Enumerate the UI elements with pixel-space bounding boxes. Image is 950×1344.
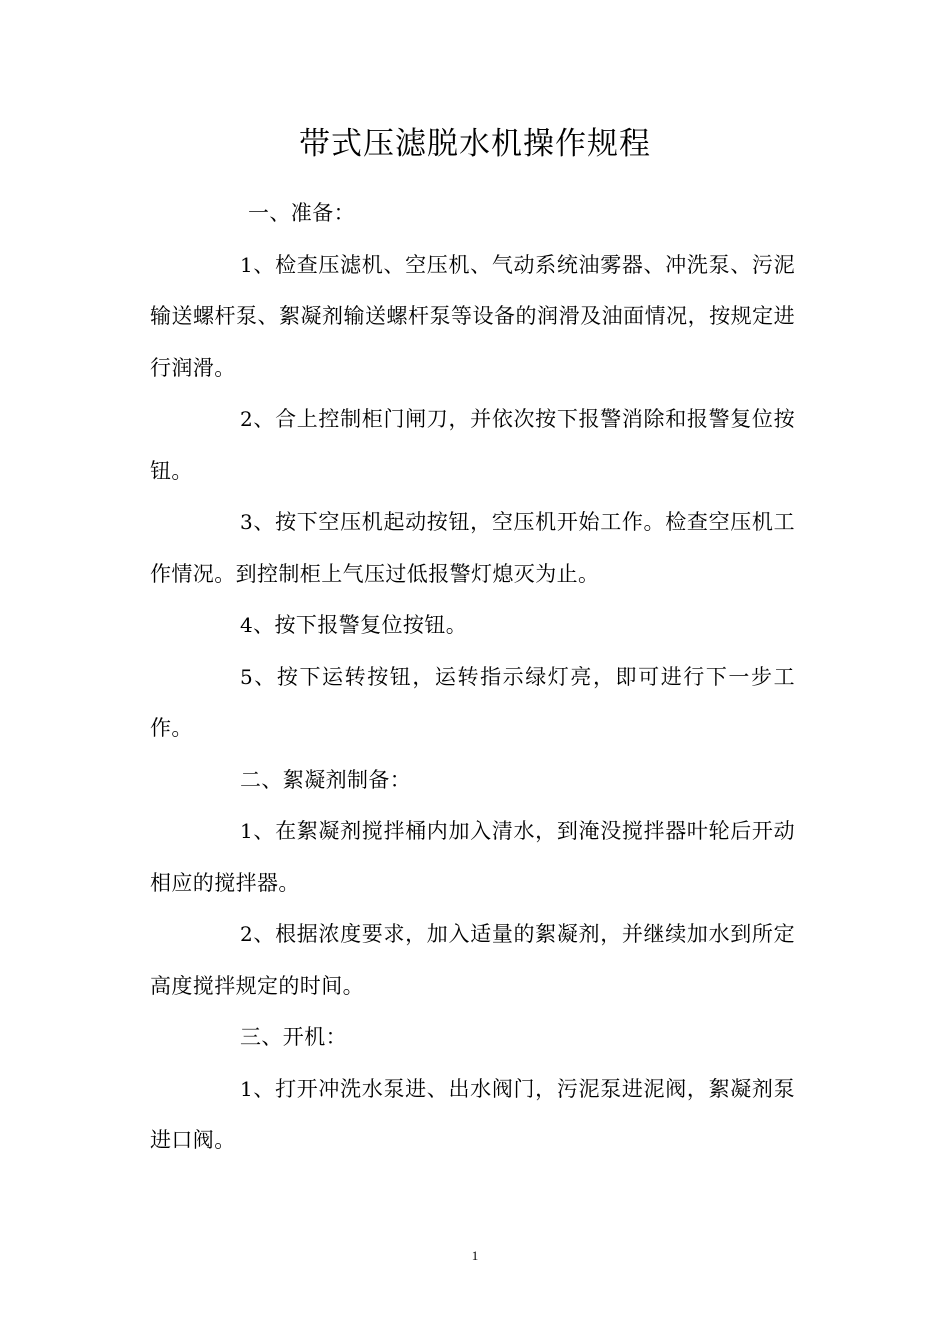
item-number: 1	[240, 819, 254, 843]
item-text: 、根据浓度要求，加入适量的絮凝剂，并继续加水到所定高度搅拌规定的时间。	[150, 922, 795, 998]
section-heading-2: 二、絮凝剂制备：	[240, 767, 412, 792]
list-item	[150, 600, 795, 652]
list-item	[150, 1064, 795, 1167]
section-heading-1: 一、准备：	[248, 201, 355, 225]
item-text: 、合上控制柜门闸刀，并依次按下报警消除和报警复位按钮。	[150, 407, 795, 483]
item-text: 、在絮凝剂搅拌桶内加入清水，到淹没搅拌器叶轮后开动相应的搅拌器。	[150, 819, 795, 895]
page-number: 1	[471, 1248, 479, 1263]
item-text: 、打开冲洗水泵进、出水阀门，污泥泵进泥阀，絮凝剂泵进口阀。	[150, 1076, 795, 1152]
item-number: 4	[240, 613, 254, 637]
document-title: 带式压滤脱水机操作规程	[299, 126, 651, 162]
item-text: 、按下报警复位按钮。	[253, 613, 468, 637]
document-body	[150, 188, 795, 1167]
item-number: 2	[240, 407, 254, 431]
item-number: 1	[240, 1076, 254, 1101]
item-number: 1	[240, 252, 254, 277]
item-text: 、按下运转按钮，运转指示绿灯亮，即可进行下一步工作。	[150, 664, 795, 740]
list-item	[150, 909, 795, 1012]
item-number: 3	[240, 510, 254, 534]
list-item	[150, 240, 795, 395]
item-text: 、检查压滤机、空压机、气动系统油雾器、冲洗泵、污泥输送螺杆泵、絮凝剂输送螺杆泵等设备的润滑及油面情况，按规定进行润滑。	[150, 252, 795, 380]
list-item	[150, 394, 795, 497]
item-text: 、按下空压机起动按钮，空压机开始工作。检查空压机工作情况。到控制柜上气压过低报警灯熄灭为止。	[150, 510, 795, 586]
item-number: 2	[240, 922, 254, 946]
section-heading-3: 三、开机：	[240, 1025, 347, 1049]
list-item	[150, 497, 795, 600]
list-item	[150, 806, 795, 909]
list-item	[150, 652, 795, 755]
item-number: 5	[240, 664, 254, 689]
